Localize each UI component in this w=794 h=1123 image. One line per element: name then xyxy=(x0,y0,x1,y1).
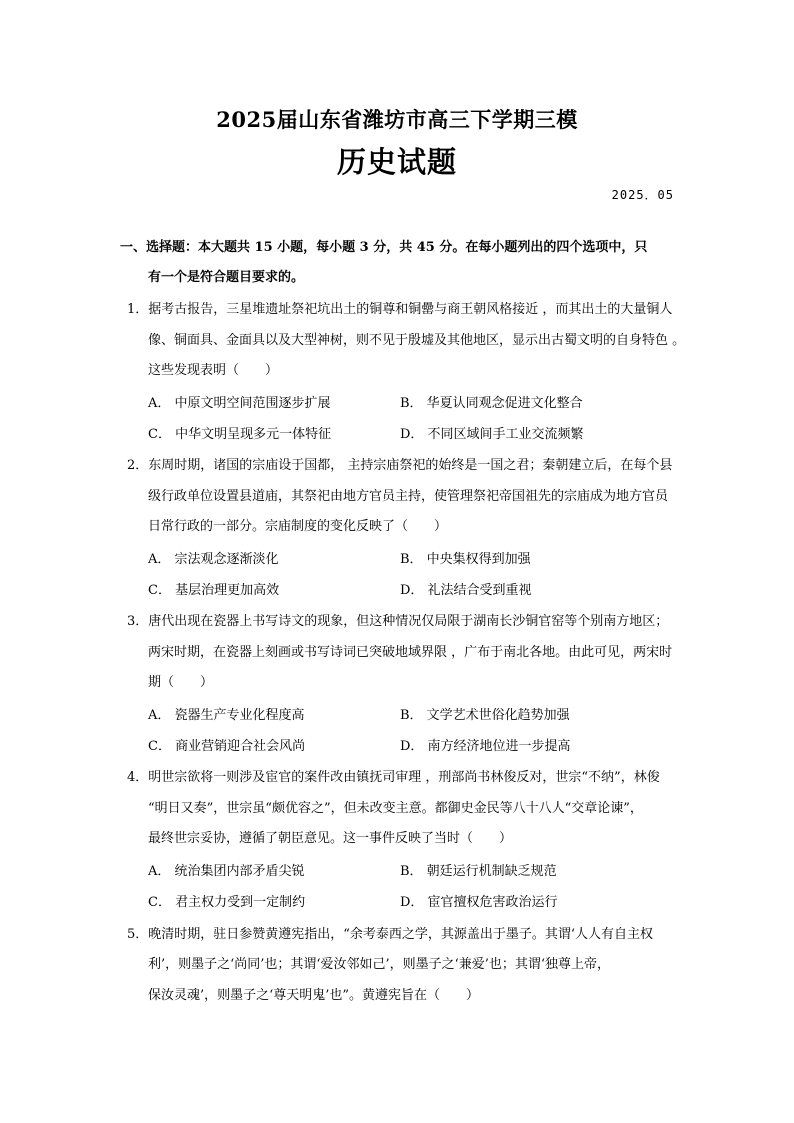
question-4-option-c: C． 君主权力受到一定制约 xyxy=(148,895,306,910)
question-1-option-c: C． 中华文明呈现多元一体特征 xyxy=(148,427,332,442)
question-2-line-1: 2．东周时期，诸国的宗庙设于国都， 主持宗庙祭祀的始终是一国之君；秦朝建立后，在每个县 xyxy=(127,458,673,473)
question-1-line-2: 像、铜面具、金面具以及大型神树，则不见于殷墟及其他地区，显示出古蜀文明的自身特色 。 xyxy=(148,333,686,348)
question-2-option-c: C． 基层治理更加高效 xyxy=(148,583,280,598)
question-5-line-1: 5．晚清时期，驻日参赞黄遵宪指出，“余考泰西之学，其源盖出于墨子。其谓‘人人有自主权 xyxy=(127,927,654,942)
question-2-option-b: B． 中央集权得到加强 xyxy=(400,552,531,567)
question-3-option-c: C． 商业营销迎合社会风尚 xyxy=(148,739,306,754)
question-1-line-1: 1．据考古报告，三星堆遗址祭祀坑出土的铜尊和铜罍与商王朝风格接近 ，而其出土的大量铜人 xyxy=(127,302,673,317)
question-2-line-2: 级行政单位设置县道庙，其祭祀由地方官员主持，使管理祭祀帝国祖先的宗庙成为地方官员 xyxy=(148,489,669,504)
question-5-line-2: 利’，则墨子之‘尚同’也；其谓‘爱汝邻如己’，则墨子之‘兼爱’也；其谓‘独尊上帝， xyxy=(148,957,611,972)
question-4-line-2: “明日又奏”，世宗虽“颇优容之”，但未改变主意。都御史金民等八十八人“交章论谏”， xyxy=(148,801,643,816)
question-4-option-a: A． 统治集团内部矛盾尖锐 xyxy=(148,864,305,879)
question-2-line-3: 日常行政的一部分。宗庙制度的变化反映了（ ） xyxy=(148,519,448,534)
question-3-line-2: 两宋时期，在瓷器上刻画或书写诗词已突破地域界限 ，广布于南北各地。由此可见，两宋时 xyxy=(148,645,673,660)
section-heading-line2: 有一个是符合题目要求的。 xyxy=(148,270,305,285)
question-5-line-3: 保汝灵魂’，则墨子之‘尊天明鬼’也”。黄遵宪旨在（ ） xyxy=(148,988,480,1003)
section-heading-line1: 一、选择题：本大题共 15 小题，每小题 3 分，共 45 分。在每小题列出的四个选项中，只 xyxy=(120,240,648,255)
question-3-line-1: 3．唐代出现在瓷器上书写诗文的现象，但这种情况仅局限于湖南长沙铜官窑等个别南方地区； xyxy=(127,614,669,629)
question-3-option-a: A． 瓷器生产专业化程度高 xyxy=(148,708,305,723)
question-4-line-3: 最终世宗妥协，遵循了朝臣意见。这一事件反映了当时（ ） xyxy=(148,831,513,846)
exam-date: 2025．05 xyxy=(611,188,674,202)
question-4-option-b: B． 朝廷运行机制缺乏规范 xyxy=(400,864,557,879)
question-2-option-a: A． 宗法观念逐渐淡化 xyxy=(148,552,279,567)
question-2-option-d: D． 礼法结合受到重视 xyxy=(400,583,532,598)
exam-subject-title: 历史试题 xyxy=(336,145,457,179)
question-1-line-3: 这些发现表明（ ） xyxy=(148,363,279,378)
question-3-line-3: 期（ ） xyxy=(148,675,214,690)
question-4-option-d: D． 宦官擅权危害政治运行 xyxy=(400,895,558,910)
question-1-option-d: D． 不同区域间手工业交流频繁 xyxy=(400,427,584,442)
question-4-line-1: 4．明世宗欲将一则涉及宦官的案件改由镇抚司审理 ，刑部尚书林俊反对，世宗“不纳”，林俊 xyxy=(127,770,660,785)
question-1-option-b: B． 华夏认同观念促进文化整合 xyxy=(400,396,583,411)
question-3-option-b: B． 文学艺术世俗化趋势加强 xyxy=(400,708,570,723)
question-3-option-d: D． 南方经济地位进一步提高 xyxy=(400,739,571,754)
exam-title: 2025届山东省潍坊市高三下学期三模 xyxy=(216,107,578,132)
question-1-option-a: A． 中原文明空间范围逐步扩展 xyxy=(148,396,331,411)
